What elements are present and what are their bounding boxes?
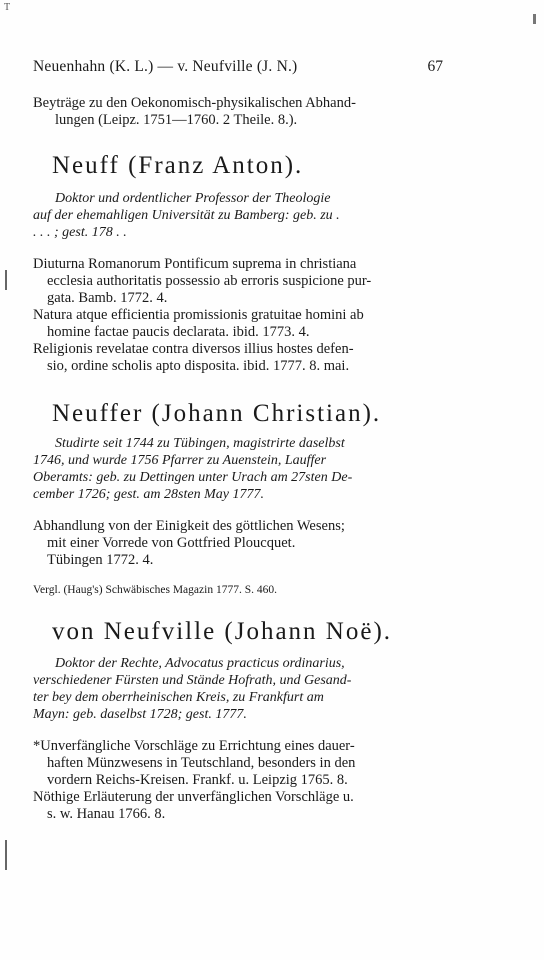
running-head [33, 58, 443, 76]
bio-line: auf der ehemahligen Universität zu Bamberg: geb. zu . [33, 208, 340, 223]
work-line: Tübingen 1772. 4. [47, 552, 154, 568]
bio-line: Oberamts: geb. zu Dettingen unter Urach am 27sten De- [33, 470, 353, 485]
note-line: Vergl. (Haug's) Schwäbisches Magazin 1777. S. 460. [33, 584, 277, 596]
work-line: haften Münzwesens in Teutschland, besonders in den [47, 755, 356, 771]
work-line: vordern Reichs-Kreisen. Frankf. u. Leipzig 1765. 8. [47, 772, 348, 788]
work-line: Religionis revelatae contra diversos illius hostes defen- [33, 341, 354, 357]
work-line: ecclesia authoritatis possessio ab erroris suspicione pur- [47, 273, 372, 289]
bio-line: Doktor und ordentlicher Professor der Theologie [55, 191, 331, 206]
entry-heading: von Neufville (Johann Noë). [52, 618, 393, 645]
bio-line: verschiedener Fürsten und Stände Hofrath, und Gesand- [33, 673, 352, 688]
entry-bio [33, 435, 445, 503]
intro-block [33, 95, 445, 129]
work-line: *Unverfängliche Vorschläge zu Errichtung eines dauer- [33, 738, 355, 754]
entry-works [33, 518, 445, 569]
entry-note [33, 582, 445, 599]
bio-line: 1746, und wurde 1756 Pfarrer zu Auenstein, Lauffer [33, 453, 327, 468]
intro-line: lungen (Leipz. 1751—1760. 2 Theile. 8.). [55, 112, 298, 128]
page-number: 67 [427, 58, 443, 75]
work-line: gata. Bamb. 1772. 4. [47, 290, 168, 306]
bio-line: Mayn: geb. daselbst 1728; gest. 1777. [33, 707, 247, 722]
work-line: Diuturna Romanorum Pontificum suprema in christiana [33, 256, 357, 272]
work-line: mit einer Vorrede von Gottfried Ploucquet. [47, 535, 296, 551]
entry-bio [33, 190, 445, 241]
bio-line: ter bey dem oberrheinischen Kreis, zu Frankfurt am [33, 690, 324, 705]
margin-rule [5, 270, 7, 290]
work-line: Abhandlung von der Einigkeit des göttlichen Wesens; [33, 518, 345, 534]
bio-line: . . . ; gest. 178 . . [33, 225, 127, 240]
work-line: sio, ordine scholis apto disposita. ibid. 1777. 8. mai. [47, 358, 350, 374]
entry-heading: Neuff (Franz Anton). [52, 152, 304, 179]
intro-line: Beyträge zu den Oekonomisch-physikalischen Abhand- [33, 95, 356, 111]
page-edge-mark [533, 14, 536, 24]
work-line: Nöthige Erläuterung der unverfänglichen Vorschläge u. [33, 789, 354, 805]
entry-bio [33, 655, 445, 723]
work-line: s. w. Hanau 1766. 8. [47, 806, 166, 822]
entry-heading: Neuffer (Johann Christian). [52, 400, 382, 427]
bio-line: cember 1726; gest. am 28sten May 1777. [33, 487, 264, 502]
corner-mark: T [4, 2, 11, 13]
margin-rule [5, 840, 7, 870]
running-head-title: Neuenhahn (K. L.) — v. Neufville (J. N.) [33, 58, 298, 75]
entry-works [33, 738, 445, 823]
bio-line: Doktor der Rechte, Advocatus practicus ordinarius, [55, 656, 345, 671]
bio-line: Studirte seit 1744 zu Tübingen, magistrirte daselbst [55, 436, 345, 451]
work-line: homine factae paucis declarata. ibid. 1773. 4. [47, 324, 310, 340]
entry-works [33, 256, 445, 375]
work-line: Natura atque efficientia promissionis gratuitae homini ab [33, 307, 364, 323]
